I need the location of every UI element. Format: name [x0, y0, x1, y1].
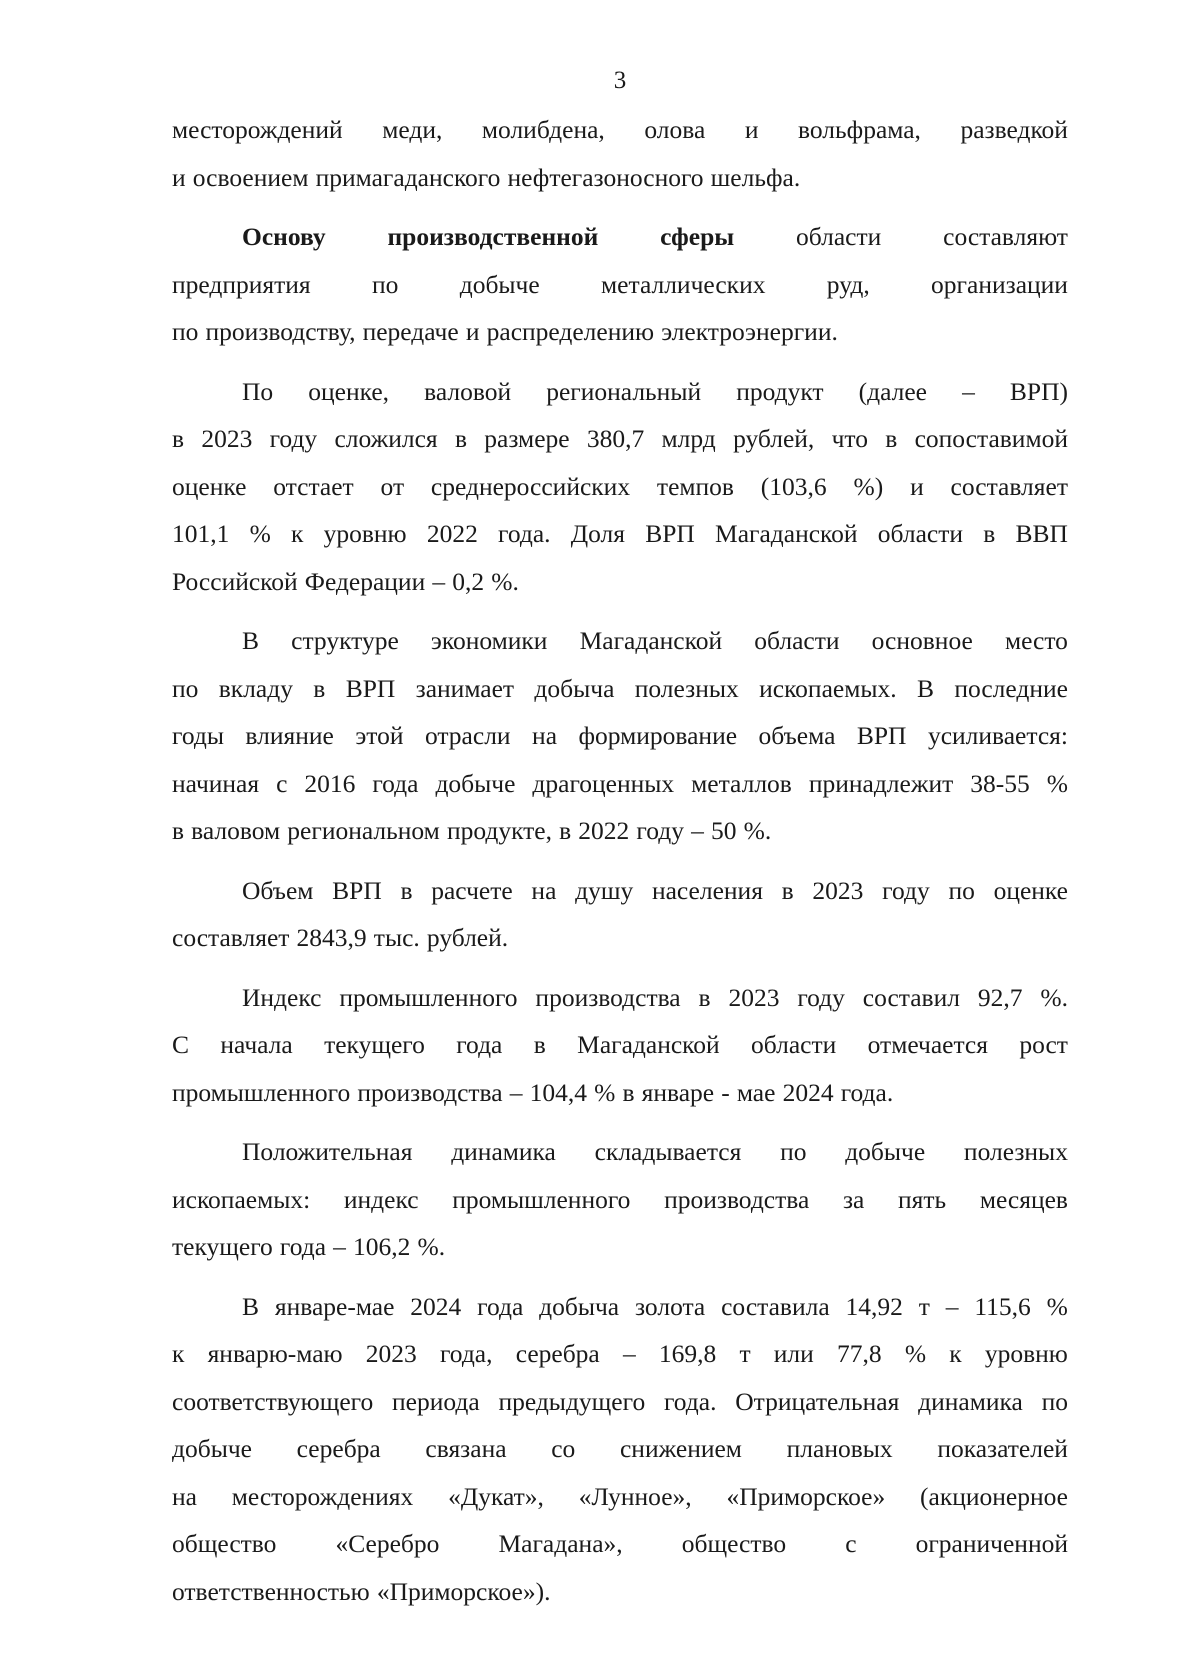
word: году	[797, 982, 845, 1012]
word: серебра	[515, 1339, 600, 1368]
word: среднероссийских	[430, 471, 631, 501]
word: –	[509, 1077, 523, 1107]
word: по	[1041, 1386, 1068, 1416]
word: %.	[491, 566, 519, 596]
word: «Приморское»	[726, 1481, 886, 1511]
word: предприятия	[172, 269, 311, 299]
word: экономики	[430, 626, 548, 655]
word: году	[636, 816, 684, 845]
word: Магаданской	[577, 1030, 720, 1059]
lead-word: производственной	[387, 222, 599, 251]
word: В	[242, 626, 260, 655]
word: на	[532, 721, 558, 750]
word: ВРП	[856, 721, 907, 750]
text-line	[172, 213, 1068, 261]
word: Доля	[570, 519, 626, 548]
paragraph	[172, 213, 1068, 356]
text-line	[172, 914, 1068, 962]
word: в	[885, 424, 898, 453]
text-line	[172, 760, 1068, 808]
word: темпов	[656, 471, 734, 501]
word: размере	[484, 424, 570, 453]
word: области	[751, 1030, 837, 1059]
word: начиная	[172, 768, 260, 798]
word: рублей.	[426, 923, 509, 952]
word: влияние	[245, 721, 334, 750]
word: 77,8	[837, 1339, 882, 1368]
word: ископаемых.	[759, 673, 897, 703]
word: года.	[663, 1386, 717, 1416]
word: в	[172, 816, 185, 845]
word: уровню	[984, 1339, 1068, 1368]
word: вкладу	[218, 673, 293, 703]
word: (103,6	[760, 471, 827, 501]
word: 2023	[201, 424, 253, 453]
word: в	[313, 673, 326, 703]
word: по	[172, 673, 199, 703]
word: %.	[417, 1232, 446, 1261]
word: место	[1004, 626, 1068, 655]
word: году	[269, 424, 318, 453]
word: электроэнергии.	[661, 317, 838, 346]
word: –	[432, 566, 446, 596]
word: в	[983, 519, 996, 548]
word: вольфрама,	[798, 115, 921, 144]
word: и	[910, 471, 924, 501]
paragraph	[172, 617, 1068, 855]
word: года	[456, 1030, 503, 1059]
word: мае	[736, 1077, 776, 1107]
text-line	[172, 463, 1068, 511]
word: полезных	[634, 673, 739, 703]
word: индекс	[343, 1184, 419, 1214]
word: руд,	[826, 269, 870, 299]
text-line	[172, 154, 1068, 202]
text-line	[172, 974, 1068, 1022]
word: месторождениях	[231, 1481, 414, 1511]
word: плановых	[786, 1434, 893, 1463]
word: молибдена,	[481, 115, 605, 144]
text-line	[172, 1021, 1068, 1069]
text-line	[172, 617, 1068, 665]
word: %	[1046, 1291, 1068, 1321]
word: т	[918, 1291, 930, 1321]
text-line	[172, 261, 1068, 309]
paragraph	[172, 867, 1068, 962]
word: ВРП	[332, 875, 382, 905]
word: металлов	[691, 768, 792, 798]
word: меди,	[382, 115, 443, 144]
text-line	[172, 867, 1068, 915]
word: к	[291, 519, 304, 548]
word: Российской	[172, 566, 298, 596]
word: %.	[743, 816, 772, 845]
word: %	[249, 519, 271, 548]
word: %)	[853, 471, 884, 501]
word: 2024	[782, 1077, 834, 1107]
word: производства	[357, 1077, 503, 1107]
text-line	[172, 368, 1068, 416]
word: нефтегазоносного	[507, 162, 704, 192]
word: Объем	[242, 875, 314, 905]
word: ответственностью	[172, 1576, 370, 1606]
word: общество	[681, 1529, 787, 1558]
text-line	[172, 510, 1068, 558]
word: на	[172, 1481, 197, 1511]
word: в	[172, 424, 185, 453]
word: добыче	[172, 1434, 252, 1463]
word: сопоставимой	[914, 424, 1068, 453]
word: составляют	[943, 222, 1068, 251]
word: предыдущего	[498, 1386, 646, 1416]
text-line	[172, 665, 1068, 713]
word: Положительная	[242, 1137, 413, 1166]
word: 2022	[426, 519, 478, 548]
word: начала	[220, 1030, 293, 1059]
word: производства	[664, 1184, 810, 1214]
word: года	[477, 1291, 524, 1321]
word: Федерации	[304, 566, 426, 596]
word: промышленного	[172, 1077, 351, 1107]
word: соответствующего	[172, 1386, 374, 1416]
word: –	[691, 816, 704, 845]
word: ВРП)	[1009, 376, 1068, 406]
word: расчете	[431, 875, 513, 905]
word: в	[622, 1077, 635, 1107]
word: промышленного	[452, 1184, 631, 1214]
word: года.	[840, 1077, 894, 1107]
word: т	[739, 1339, 751, 1368]
text-line	[172, 712, 1068, 760]
word: передаче	[362, 317, 459, 346]
word: что	[831, 424, 868, 453]
word: промышленного	[339, 982, 518, 1012]
word: 106,2	[353, 1232, 411, 1261]
word: %	[904, 1339, 927, 1368]
word: с	[845, 1529, 857, 1558]
word: составляет	[950, 471, 1068, 501]
word: 0,2	[452, 566, 485, 596]
word: ВРП	[645, 519, 695, 548]
word: оценке	[172, 471, 247, 501]
word: 2023	[728, 982, 780, 1012]
word: со	[551, 1434, 576, 1463]
word: отстает	[273, 471, 354, 501]
word: 101,1	[172, 519, 230, 548]
paragraph	[172, 368, 1068, 606]
word: года.	[498, 519, 551, 548]
word: оценке	[993, 875, 1068, 905]
word: «Приморское»).	[376, 1576, 551, 1606]
word: и	[172, 162, 186, 192]
word: Индекс	[242, 982, 322, 1012]
word: месяцев	[979, 1184, 1068, 1214]
word: ограниченной	[915, 1529, 1068, 1558]
word: периода	[392, 1386, 480, 1416]
word: динамика	[918, 1386, 1023, 1416]
word: 2843,9	[296, 923, 367, 952]
paragraph	[172, 974, 1068, 1117]
word: в	[454, 424, 467, 453]
word: области	[796, 222, 882, 251]
lead-word: Основу	[242, 222, 326, 251]
word: отрасли	[424, 721, 511, 750]
word: в	[559, 816, 572, 845]
word: –	[622, 1339, 636, 1368]
word: душу	[575, 875, 634, 905]
word: валовом	[191, 816, 281, 845]
word: освоением	[192, 162, 309, 192]
word: показателей	[937, 1434, 1068, 1463]
word: %	[594, 1077, 616, 1107]
word: полезных	[963, 1137, 1068, 1166]
word: организации	[931, 269, 1068, 299]
text-line	[172, 1223, 1068, 1271]
word: области	[754, 626, 840, 655]
word: %	[1046, 768, 1068, 798]
word: населения	[651, 875, 763, 905]
word: продукт	[736, 376, 824, 406]
word: рублей,	[733, 424, 815, 453]
text-line	[172, 1330, 1068, 1378]
word: составила	[721, 1291, 830, 1321]
word: текущего	[324, 1030, 425, 1059]
word: По	[242, 376, 274, 406]
word: складывается	[594, 1137, 742, 1166]
word: 2023	[365, 1339, 417, 1368]
word: январе-мае	[274, 1291, 395, 1321]
word: «Дукат»,	[448, 1481, 544, 1511]
word: –	[962, 376, 975, 406]
word: месторождений	[172, 115, 343, 144]
word: связана	[425, 1434, 507, 1463]
text-line	[172, 106, 1068, 154]
word: Магадана»,	[498, 1529, 623, 1558]
word: производству,	[205, 317, 356, 346]
word: с	[276, 768, 288, 798]
word: –	[333, 1232, 346, 1261]
word: формирование	[578, 721, 738, 750]
word: к	[172, 1339, 185, 1368]
word: (далее	[858, 376, 927, 406]
word: года	[372, 768, 419, 798]
word: на	[531, 875, 557, 905]
lead-word: сферы	[660, 222, 735, 251]
word: в	[698, 982, 711, 1012]
word: 2023	[812, 875, 864, 905]
text-line	[172, 1520, 1068, 1568]
word: основное	[871, 626, 973, 655]
word: пять	[898, 1184, 947, 1214]
word: уровню	[323, 519, 407, 548]
word: «Лунное»,	[578, 1481, 692, 1511]
word: региональный	[546, 376, 702, 406]
word: общество	[172, 1529, 277, 1558]
word: 2024	[410, 1291, 462, 1321]
word: и	[744, 115, 759, 144]
word: в	[400, 875, 413, 905]
word: к	[949, 1339, 962, 1368]
word: ископаемых:	[172, 1184, 311, 1214]
paragraph	[172, 106, 1068, 201]
word: оценке,	[308, 376, 390, 406]
word: драгоценных	[532, 768, 675, 798]
text-line	[172, 558, 1068, 606]
word: и	[465, 317, 480, 346]
word: сложился	[334, 424, 438, 453]
text-line	[172, 415, 1068, 463]
word: С	[172, 1030, 190, 1059]
word: В	[916, 673, 934, 703]
word: рост	[1019, 1030, 1068, 1059]
word: -	[721, 1077, 730, 1107]
word: добыче	[459, 269, 540, 299]
word: в	[533, 1030, 546, 1059]
word: олова	[644, 115, 706, 144]
word: составляет	[172, 923, 290, 952]
text-line	[172, 1378, 1068, 1426]
text-line	[172, 1128, 1068, 1176]
word: года	[279, 1232, 327, 1261]
word: составил	[862, 982, 960, 1012]
text-line	[172, 1283, 1068, 1331]
word: добыча	[534, 673, 615, 703]
text-line	[172, 1473, 1068, 1521]
word: последние	[954, 673, 1068, 703]
word: 50	[710, 816, 737, 845]
word: январе	[641, 1077, 715, 1107]
word: 92,7	[977, 982, 1023, 1012]
word: серебра	[296, 1434, 381, 1463]
text-line	[172, 1568, 1068, 1616]
word: усиливается:	[927, 721, 1068, 750]
paragraph	[172, 1128, 1068, 1271]
word: В	[242, 1291, 260, 1321]
word: продукте,	[446, 816, 552, 845]
word: годы	[172, 721, 224, 750]
word: текущего	[172, 1232, 273, 1261]
text-line	[172, 807, 1068, 855]
word: добыча	[539, 1291, 620, 1321]
word: добыче	[435, 768, 516, 798]
word: отмечается	[867, 1030, 988, 1059]
page-number: 3	[613, 67, 627, 94]
word: этой	[355, 721, 404, 750]
word: январю-маю	[207, 1339, 343, 1368]
word: году	[882, 875, 930, 905]
word: в	[781, 875, 794, 905]
word: 38-55	[970, 768, 1030, 798]
word: от	[380, 471, 405, 501]
word: снижением	[619, 1434, 742, 1463]
word: 115,6	[974, 1291, 1031, 1321]
word: по	[172, 317, 199, 346]
word: млрд	[661, 424, 716, 453]
word: Магаданской	[715, 519, 858, 548]
word: металлических	[601, 269, 766, 299]
word: примагаданского	[315, 162, 501, 192]
word: 14,92	[845, 1291, 903, 1321]
word: Отрицательная	[735, 1386, 900, 1416]
word: региональном	[287, 816, 440, 845]
word: принадлежит	[808, 768, 954, 798]
word: по	[948, 875, 975, 905]
word: распределению	[486, 317, 655, 346]
word: по	[780, 1137, 807, 1166]
word: объема	[758, 721, 836, 750]
word: 2022	[578, 816, 630, 845]
word: валовой	[424, 376, 512, 406]
word: по	[371, 269, 399, 299]
word: 2016	[304, 768, 356, 798]
word: 380,7	[586, 424, 645, 453]
word: 169,8	[658, 1339, 717, 1368]
word: золота	[635, 1291, 706, 1321]
word: области	[877, 519, 964, 548]
word: занимает	[415, 673, 515, 703]
text-line	[172, 1069, 1068, 1117]
word: разведкой	[960, 115, 1068, 144]
text-line	[172, 308, 1068, 356]
word: производства	[535, 982, 681, 1012]
word: шельфа.	[710, 162, 801, 192]
word: ВРП	[345, 673, 396, 703]
word: «Серебро	[335, 1529, 440, 1558]
word: ВВП	[1015, 519, 1068, 548]
text-line	[172, 1425, 1068, 1473]
word: структуре	[291, 626, 399, 655]
word: или	[773, 1339, 814, 1368]
word: 104,4	[529, 1077, 587, 1107]
paragraph	[172, 1283, 1068, 1616]
word: Магаданской	[579, 626, 723, 655]
word: добыче	[845, 1137, 926, 1166]
word: –	[945, 1291, 959, 1321]
word: за	[842, 1184, 865, 1214]
word: (акционерное	[920, 1481, 1068, 1511]
text-line	[172, 1176, 1068, 1224]
word: года,	[439, 1339, 493, 1368]
word: %.	[1040, 982, 1068, 1012]
word: динамика	[451, 1137, 556, 1166]
word: тыс.	[373, 923, 420, 952]
